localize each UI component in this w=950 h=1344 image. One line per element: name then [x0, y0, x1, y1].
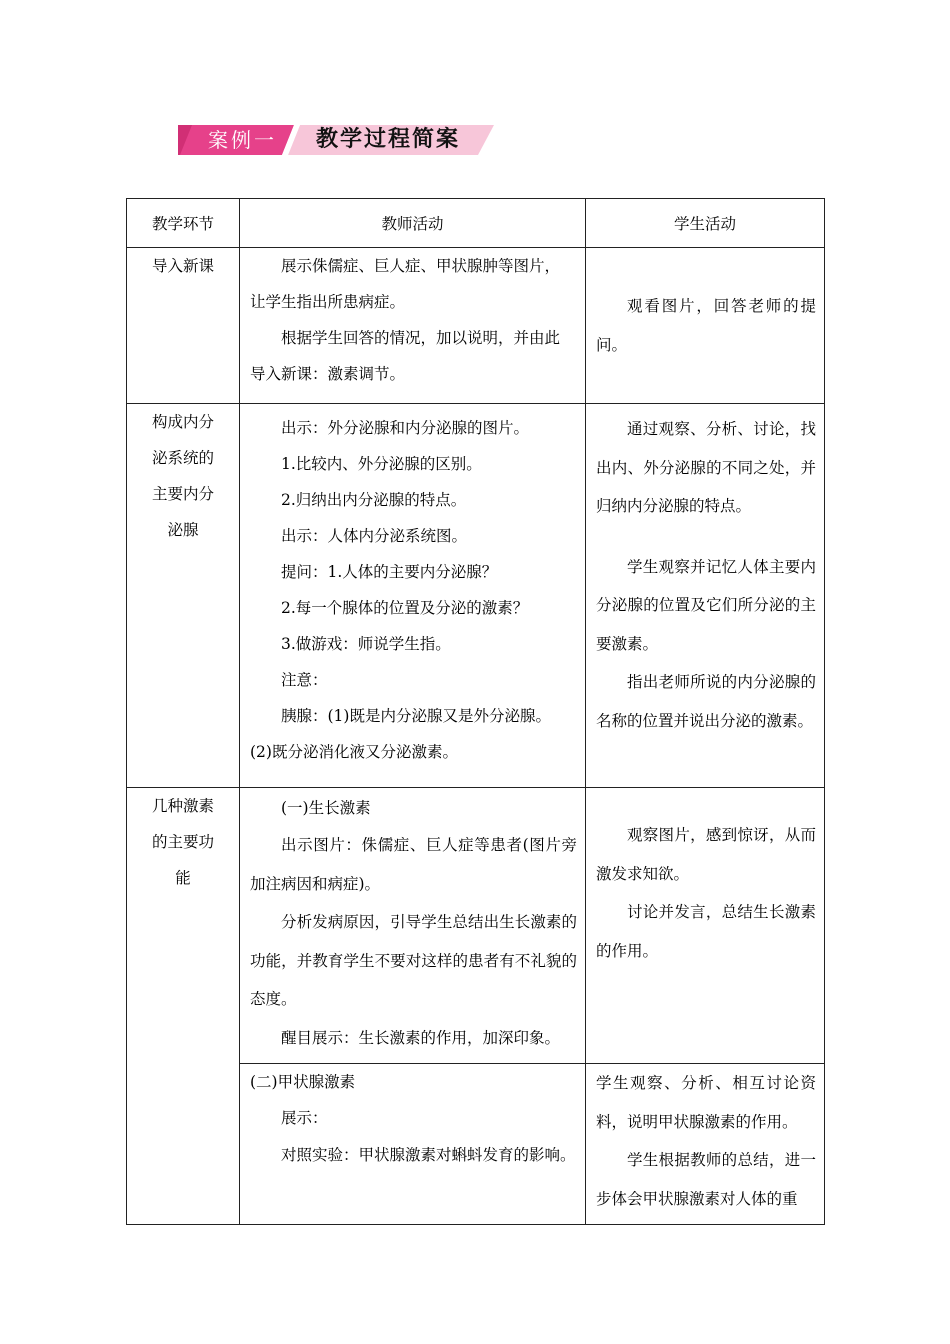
banner-case-label: 案例一 [208, 128, 277, 152]
teacher-line: 胰腺：(1)既是内分泌腺又是外分泌腺。 [281, 707, 551, 725]
table-row [127, 248, 825, 404]
teacher-line: 3.做游戏：师说学生指。 [281, 635, 451, 653]
student-activity-cell [586, 788, 825, 1064]
teacher-text: 出示图片：侏儒症、巨人症等患者(图片旁加注病因和病症)。 [250, 836, 577, 893]
teacher-line: 1.比较内、外分泌腺的区别。 [281, 455, 482, 473]
student-activity-cell [586, 404, 825, 788]
lesson-plan-table [126, 198, 825, 1225]
stage-cell [127, 404, 240, 788]
teacher-subheading: (二)甲状腺激素 [250, 1073, 356, 1091]
teacher-activity-cell [240, 1064, 586, 1225]
teacher-line: 注意： [281, 671, 328, 689]
teacher-line: 出示：外分泌腺和内分泌腺的图片。 [281, 419, 530, 437]
student-text: 观察图片，感到惊讶，从而激发求知欲。 [596, 826, 816, 883]
teacher-line: 让学生指出所患病症。 [250, 293, 406, 311]
student-activity-cell [586, 248, 825, 404]
stage-cell [127, 788, 240, 1225]
teacher-text: 对照实验：甲状腺激素对蝌蚪发育的影响。 [281, 1146, 576, 1164]
student-activity-cell [586, 1064, 825, 1225]
table-row [127, 404, 825, 788]
student-text: 指出老师所说的内分泌腺的名称的位置并说出分泌的激素。 [596, 673, 816, 730]
stage-label: 构成内分泌系统的主要内分泌腺 [151, 413, 214, 539]
teacher-line: 2.归纳出内分泌腺的特点。 [281, 491, 467, 509]
teacher-line: 2.每一个腺体的位置及分泌的激素？ [281, 599, 529, 617]
header-student-activity: 学生活动 [586, 199, 825, 248]
teacher-subheading: (一)生长激素 [281, 799, 371, 817]
teacher-line: 根据学生回答的情况，加以说明，并由此 [281, 329, 561, 347]
student-text: 学生观察、分析、相互讨论资料，说明甲状腺激素的作用。 [596, 1074, 816, 1131]
banner-title: 教学过程简案 [316, 127, 461, 152]
table-row [127, 788, 825, 1064]
teacher-line: (2)既分泌消化液又分泌激素。 [250, 743, 458, 761]
header-teacher-activity: 教师活动 [240, 199, 586, 248]
teacher-line: 展示： [281, 1109, 328, 1127]
teacher-line: 导入新课：激素调节。 [250, 365, 406, 383]
student-text: 学生观察并记忆人体主要内分泌腺的位置及它们所分泌的主要激素。 [596, 557, 816, 653]
teacher-activity-cell [240, 248, 586, 404]
student-text: 讨论并发言，总结生长激素的作用。 [596, 903, 816, 960]
table-header-row [127, 199, 825, 248]
teacher-text: 醒目展示：生长激素的作用，加深印象。 [281, 1028, 561, 1047]
stage-cell [127, 248, 240, 404]
stage-label: 导入新课 [151, 257, 214, 275]
teacher-activity-cell [240, 404, 586, 788]
teacher-activity-cell [240, 788, 586, 1064]
student-text: 通过观察、分析、讨论，找出内、外分泌腺的不同之处，并归纳内分泌腺的特点。 [596, 420, 816, 515]
teacher-line: 出示：人体内分泌系统图。 [281, 527, 468, 545]
student-text: 学生根据教师的总结，进一步体会甲状腺激素对人体的重 [596, 1151, 816, 1208]
teacher-text: 分析发病原因，引导学生总结出生长激素的功能，并教育学生不要对这样的患者有不礼貌的态度。 [250, 913, 577, 1008]
teacher-line: 展示侏儒症、巨人症、甲状腺肿等图片， [281, 257, 561, 275]
teacher-line: 提问：1.人体的主要内分泌腺？ [281, 563, 498, 581]
section-banner [178, 125, 494, 155]
stage-label: 几种激素的主要功能 [151, 797, 214, 887]
student-text: 观看图片，回答老师的提问。 [596, 297, 816, 354]
header-stage: 教学环节 [127, 199, 240, 248]
